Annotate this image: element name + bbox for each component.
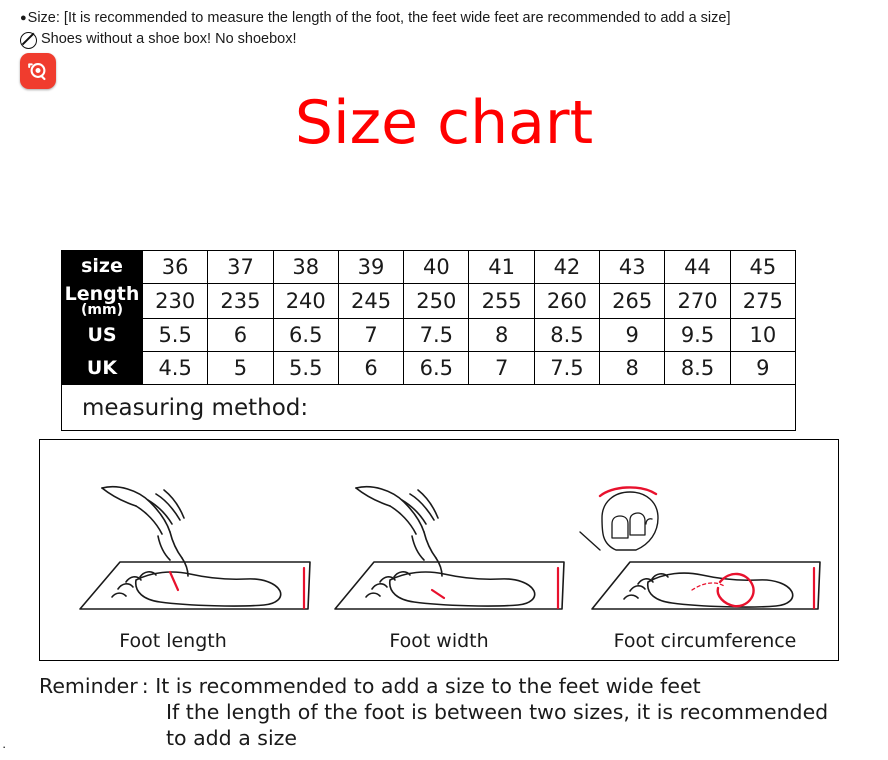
cell: 5.5 xyxy=(143,319,208,352)
page-title: Size chart xyxy=(294,88,594,159)
footer-dot: · xyxy=(2,739,7,754)
cell: 8.5 xyxy=(534,319,599,352)
figure-label-foot-width: Foot width xyxy=(389,630,489,653)
cell: 4.5 xyxy=(143,352,208,385)
note-shoebox-text: Shoes without a shoe box! No shoebox! xyxy=(41,31,297,48)
cell: 7.5 xyxy=(534,352,599,385)
cell: 260 xyxy=(534,284,599,319)
cell: 240 xyxy=(273,284,338,319)
note-size-line xyxy=(20,8,888,29)
cell: 230 xyxy=(143,284,208,319)
cell: 38 xyxy=(273,251,338,284)
hand-pencil-foot-length-icon xyxy=(80,487,310,609)
cell: 45 xyxy=(730,251,795,284)
cell: 9 xyxy=(600,319,665,352)
cell: 7 xyxy=(338,319,403,352)
size-table xyxy=(61,250,796,385)
cell: 7.5 xyxy=(404,319,469,352)
figure-labels xyxy=(40,630,838,652)
cell: 5 xyxy=(208,352,273,385)
measuring-method-heading-box xyxy=(61,385,796,431)
cell: 235 xyxy=(208,284,273,319)
cell: 10 xyxy=(730,319,795,352)
cell: 40 xyxy=(404,251,469,284)
cell: 245 xyxy=(338,284,403,319)
cell: 270 xyxy=(665,284,730,319)
row-header-us: US xyxy=(62,319,143,352)
cell: 6.5 xyxy=(404,352,469,385)
note-shoebox-line xyxy=(20,29,888,50)
cell: 6 xyxy=(338,352,403,385)
cell: 36 xyxy=(143,251,208,284)
cell: 265 xyxy=(600,284,665,319)
cell: 41 xyxy=(469,251,534,284)
cell: 43 xyxy=(600,251,665,284)
hand-pencil-foot-width-icon xyxy=(335,487,564,609)
cell: 9 xyxy=(730,352,795,385)
row-header-length: Length (mm) xyxy=(62,284,143,319)
measuring-illustrations xyxy=(40,440,837,659)
cell: 42 xyxy=(534,251,599,284)
cell: 8 xyxy=(600,352,665,385)
cell: 37 xyxy=(208,251,273,284)
bullet-icon: ● xyxy=(20,12,27,24)
row-header-uk: UK xyxy=(62,352,143,385)
cell: 275 xyxy=(730,284,795,319)
google-lens-icon[interactable] xyxy=(20,53,56,89)
cell: 255 xyxy=(469,284,534,319)
cell: 8.5 xyxy=(665,352,730,385)
cell: 9.5 xyxy=(665,319,730,352)
cell: 250 xyxy=(404,284,469,319)
cell: 6.5 xyxy=(273,319,338,352)
reminder-block xyxy=(39,673,869,752)
cell: 5.5 xyxy=(273,352,338,385)
measuring-figures-box xyxy=(39,439,839,661)
table-row xyxy=(62,284,796,319)
reminder-text-1: It is recommended to add a size to the feet wide feet xyxy=(155,674,701,698)
row-header-size: size xyxy=(62,251,143,284)
cell: 8 xyxy=(469,319,534,352)
reminder-line-3: to add a size xyxy=(166,726,298,751)
figure-label-foot-circumference: Foot circumference xyxy=(613,630,797,653)
reminder-label: Reminder : xyxy=(39,674,149,698)
reminder-line-1 xyxy=(39,673,869,699)
cell: 39 xyxy=(338,251,403,284)
table-row xyxy=(62,319,796,352)
tape-foot-circumference-icon xyxy=(580,492,820,609)
prohibition-icon xyxy=(20,32,37,49)
lens-glyph xyxy=(26,59,50,83)
cell: 44 xyxy=(665,251,730,284)
measuring-method-heading: measuring method: xyxy=(82,394,309,421)
figure-label-foot-length: Foot length xyxy=(119,630,227,653)
note-size-text: Size: [It is recommended to measure the length of the foot, the feet wide feet are recommended to add a size] xyxy=(27,10,731,26)
cell: 7 xyxy=(469,352,534,385)
reminder-line-2: If the length of the foot is between two sizes, it is recommended xyxy=(166,700,829,725)
product-notes xyxy=(0,0,888,50)
size-chart-block xyxy=(61,250,796,661)
table-row xyxy=(62,352,796,385)
cell: 6 xyxy=(208,319,273,352)
table-row xyxy=(62,251,796,284)
